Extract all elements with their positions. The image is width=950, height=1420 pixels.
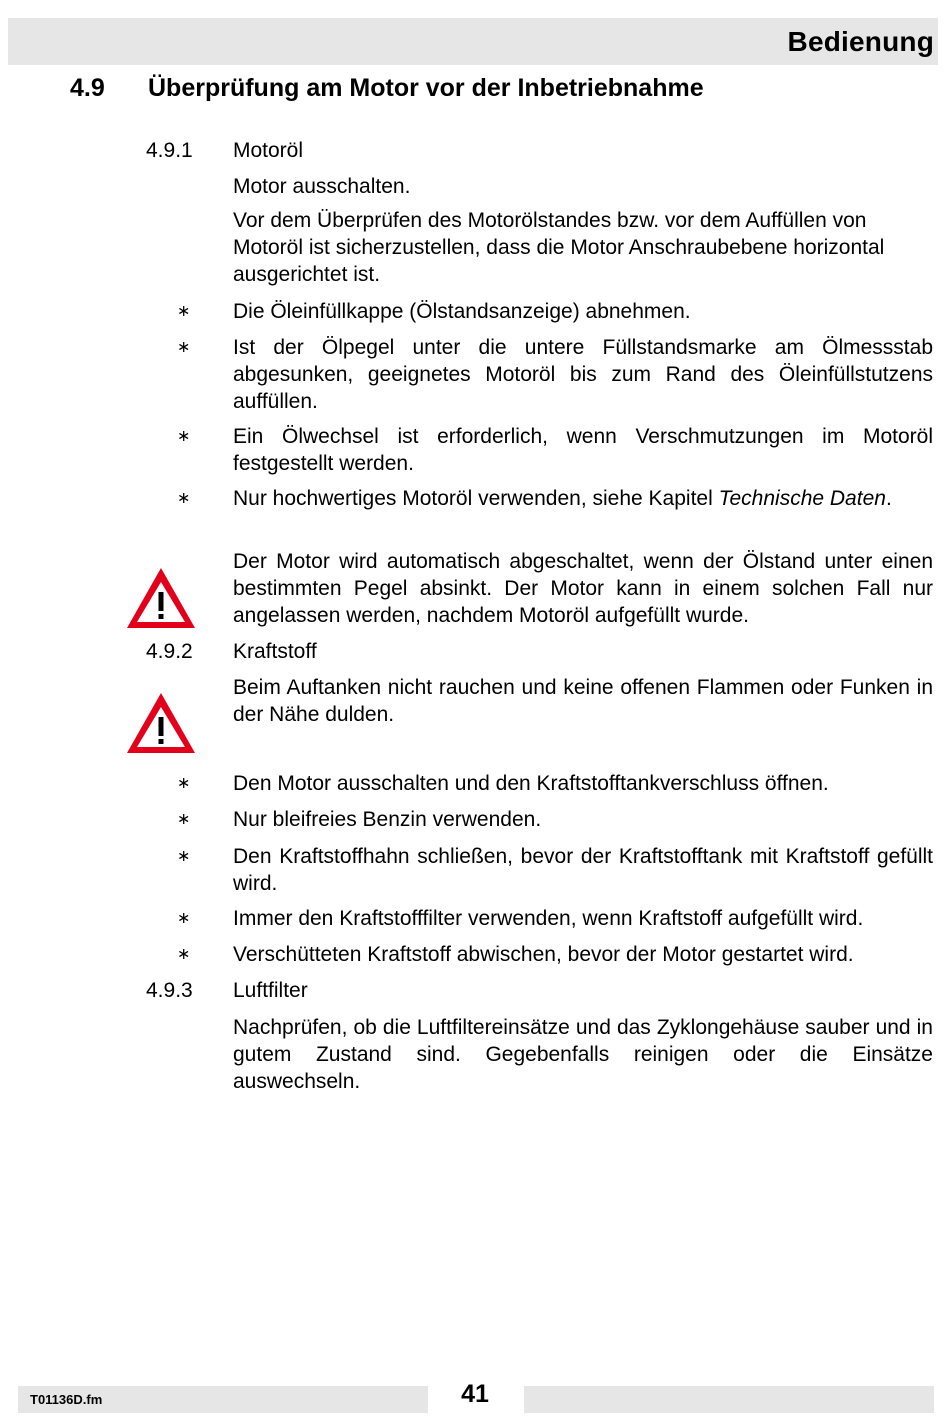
bullet-icon: ∗: [177, 428, 191, 445]
chapter-reference: Technische Daten: [718, 487, 886, 510]
section-title: Überprüfung am Motor vor der Inbetriebnahme: [148, 74, 704, 102]
warning-triangle-icon: [124, 690, 198, 756]
list-item-text-part: Nur hochwertiges Motoröl verwenden, siehe Kapitel: [233, 487, 719, 510]
list-item-text: Den Motor ausschalten und den Kraftstofftankverschluss öffnen.: [233, 772, 829, 795]
subsection-number: 4.9.2: [146, 640, 193, 663]
paragraph-text: Nachprüfen, ob die Luftfiltereinsätze und das Zyklongehäuse sauber und in gutem Zustand sind. Gegebenfalls reinigen oder die Einsätze auswechseln.: [233, 1016, 933, 1093]
page-number: 41: [461, 1380, 489, 1408]
bullet-icon: ∗: [177, 811, 191, 828]
list-item-text: Die Öleinfüllkappe (Ölstandsanzeige) abnehmen.: [233, 300, 691, 323]
list-item-text: [233, 485, 933, 512]
subsection-title: Kraftstoff: [233, 640, 317, 663]
bullet-icon: ∗: [177, 848, 191, 865]
list-item-text: Nur bleifreies Benzin verwenden.: [233, 808, 542, 831]
bullet-icon: ∗: [177, 775, 191, 792]
footer-filename: T01136D.fm: [30, 1392, 103, 1407]
bullet-icon: ∗: [177, 303, 191, 320]
bullet-icon: ∗: [177, 490, 191, 507]
subsection-title: Luftfilter: [233, 979, 308, 1002]
bullet-icon: ∗: [177, 910, 191, 927]
section-heading: [70, 74, 704, 103]
list-item-text: Verschütteten Kraftstoff abwischen, bevor der Motor gestartet wird.: [233, 943, 854, 966]
section-number: 4.9: [70, 74, 105, 102]
paragraph-text: Vor dem Überprüfen des Motorölstandes bzw. vor dem Auffüllen von Motoröl ist sicherzustellen, dass die Motor Anschraubebene horizontal ausgerichtet ist.: [233, 209, 885, 286]
bullet-icon: ∗: [177, 946, 191, 963]
subsection-title: Motoröl: [233, 139, 304, 162]
warning-triangle-icon: [124, 565, 198, 631]
list-item-text-end: .: [885, 487, 892, 510]
warning-text-body: Der Motor wird automatisch abgeschaltet, wenn der Ölstand unter einen bestimmten Pegel absinkt. Der Motor kann in einem solchen Fall nur angelassen werden, nachdem Motoröl aufgefüllt wurde.: [233, 550, 933, 627]
subsection-number: 4.9.3: [146, 979, 193, 1002]
warning-text-body: Beim Auftanken nicht rauchen und keine offenen Flammen oder Funken in der Nähe dulden.: [233, 676, 933, 726]
subsection-number: 4.9.1: [146, 139, 193, 162]
list-item-text: Immer den Kraftstofffilter verwenden, wenn Kraftstoff aufgefüllt wird.: [233, 907, 864, 930]
paragraph-text: Motor ausschalten.: [233, 175, 411, 198]
header-title: Bedienung: [787, 26, 934, 57]
bullet-icon: ∗: [177, 339, 191, 356]
list-item-text: Ist der Ölpegel unter die untere Füllstandsmarke am Ölmessstab abgesunken, geeignetes Motoröl bis zum Rand des Öleinfüllstutzens auffüllen.: [233, 336, 933, 413]
list-item-text: Den Kraftstoffhahn schließen, bevor der Kraftstofftank mit Kraftstoff gefüllt wird.: [233, 845, 933, 895]
list-item-text: Ein Ölwechsel ist erforderlich, wenn Verschmutzungen im Motoröl festgestellt werden.: [233, 425, 933, 475]
